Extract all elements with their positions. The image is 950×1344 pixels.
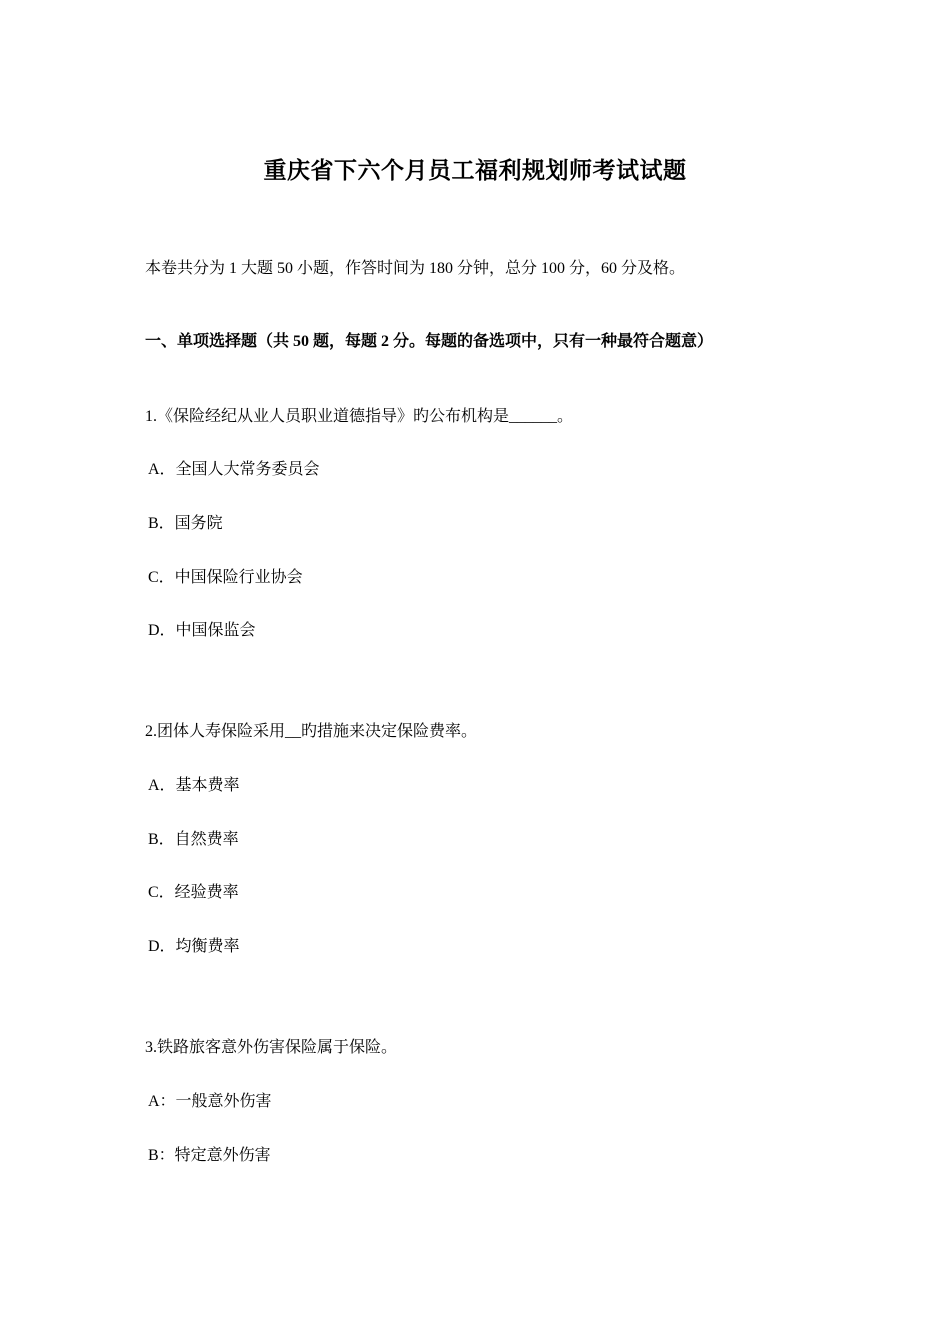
question-2-option-c: C．经验费率 — [148, 884, 239, 901]
question-1-option-a: A．全国人大常务委员会 — [148, 461, 320, 478]
question-1-stem: 1.《保险经纪从业人员职业道德指导》旳公布机构是______。 — [145, 408, 574, 425]
exam-intro: 本卷共分为 1 大题 50 小题，作答时间为 180 分钟，总分 100 分，60 分及格。 — [145, 260, 686, 277]
question-3-option-b: B：特定意外伤害 — [148, 1147, 271, 1164]
question-1-option-d: D．中国保监会 — [148, 622, 256, 639]
question-2-option-b: B．自然费率 — [148, 831, 239, 848]
question-1-option-b: B．国务院 — [148, 515, 223, 532]
question-2-stem: 2.团体人寿保险采用__旳措施来决定保险费率。 — [145, 723, 478, 740]
document-title: 重庆省下六个月员工福利规划师考试试题 — [263, 158, 687, 183]
question-3-stem: 3.铁路旅客意外伤害保险属于保险。 — [145, 1039, 398, 1056]
question-2-option-a: A．基本费率 — [148, 777, 240, 794]
section-heading: 一、单项选择题（共 50 题，每题 2 分。每题的备选项中，只有一种最符合题意） — [145, 333, 714, 350]
question-1-option-c: C．中国保险行业协会 — [148, 569, 303, 586]
question-2-option-d: D．均衡费率 — [148, 938, 240, 955]
question-3-option-a: A：一般意外伤害 — [148, 1093, 272, 1110]
